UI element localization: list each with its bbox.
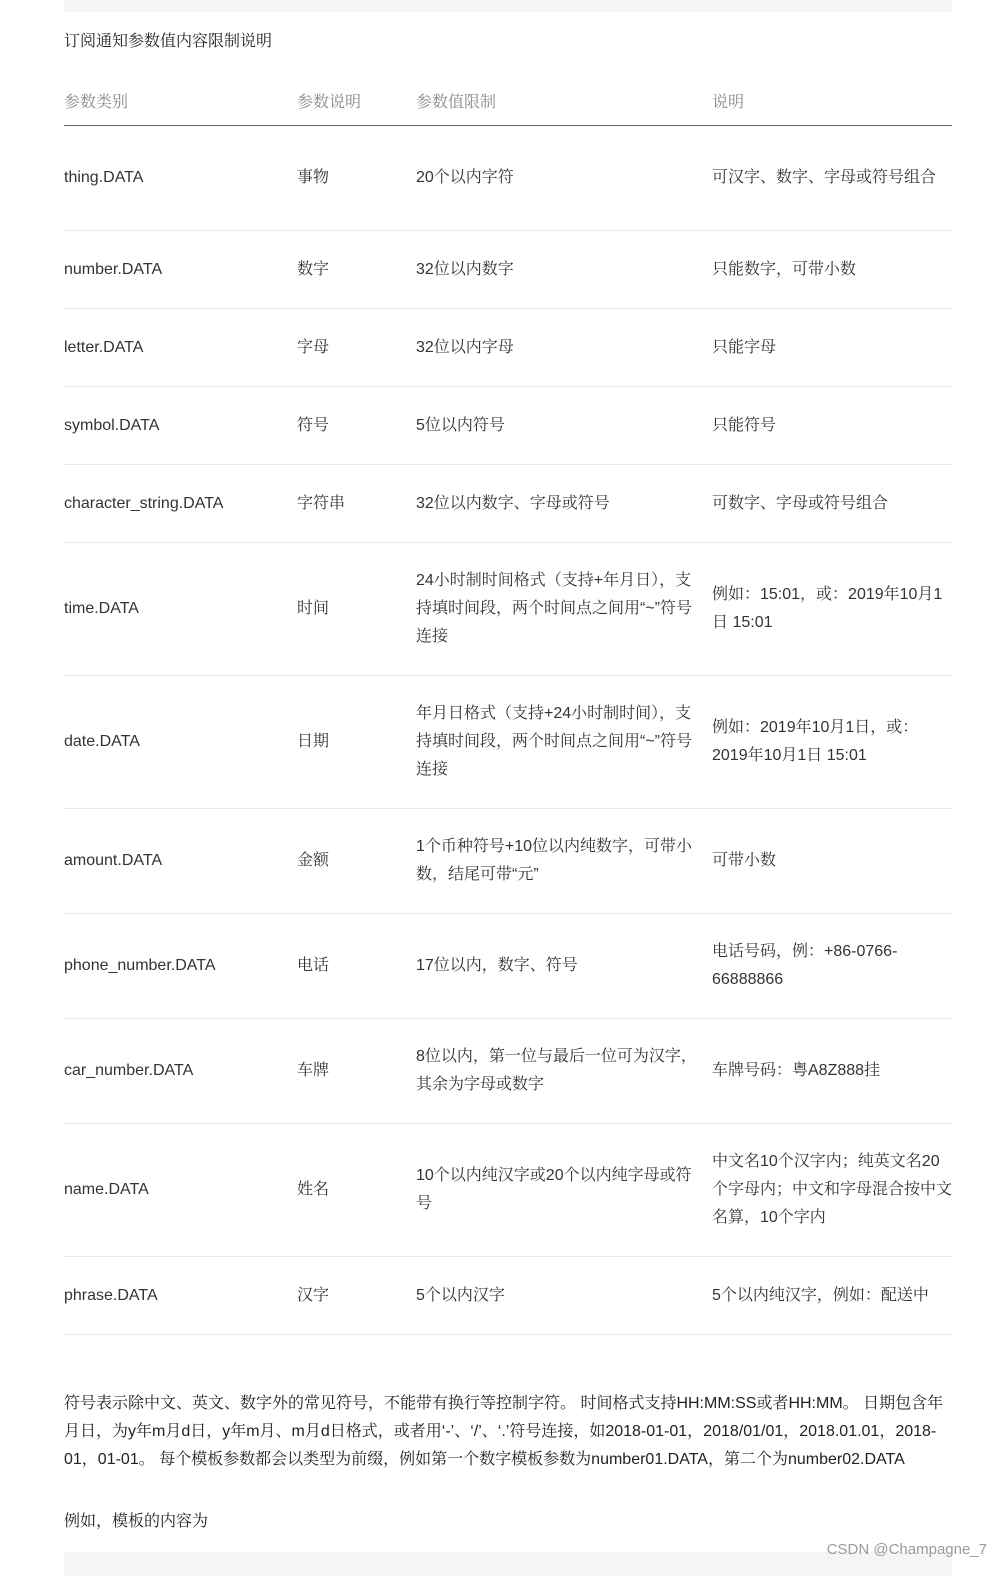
cell-limit: 年月日格式（支持+24小时制时间），支持填时间段，两个时间点之间用“~”符号连接 <box>416 676 712 809</box>
cell-limit: 5个以内汉字 <box>416 1257 712 1335</box>
format-notes-paragraph: 符号表示除中文、英文、数字外的常见符号，不能带有换行等控制字符。 时间格式支持HH:MM:SS或者HH:MM。 日期包含年月日，为y年m月d日，y年m月、m月d日格式，或者用‘-’、‘/’、‘.’符号连接，如2018-01-01，2018/01/01，2018.01.01，2018-01，01-01。 每个模板参数都会以类型为前缀，例如第一个数字模板参数为number01.DATA，第二个为number02.DATA <box>64 1395 944 1468</box>
table-caption: 订阅通知参数值内容限制说明 <box>64 33 273 50</box>
table-row <box>64 387 952 465</box>
cell-desc: 字母 <box>297 309 416 387</box>
cell-note: 只能字母 <box>712 309 952 387</box>
cell-limit: 10个以内纯汉字或20个以内纯字母或符号 <box>416 1124 712 1257</box>
header-param-desc: 参数说明 <box>297 76 416 126</box>
cell-desc: 字符串 <box>297 465 416 543</box>
cell-note: 车牌号码：粤A8Z888挂 <box>712 1019 952 1124</box>
table-row <box>64 231 952 309</box>
cell-type: phone_number.DATA <box>64 914 297 1019</box>
cell-limit: 32位以内字母 <box>416 309 712 387</box>
cell-type: date.DATA <box>64 676 297 809</box>
cell-desc: 事物 <box>297 126 416 231</box>
cell-desc: 汉字 <box>297 1257 416 1335</box>
table-row <box>64 809 952 914</box>
cell-note: 中文名10个汉字内；纯英文名20个字母内；中文和字母混合按中文名算，10个字内 <box>712 1124 952 1257</box>
cell-limit: 8位以内，第一位与最后一位可为汉字，其余为字母或数字 <box>416 1019 712 1124</box>
cell-note: 可汉字、数字、字母或符号组合 <box>712 126 952 231</box>
example-intro: 例如，模板的内容为 <box>64 1513 209 1530</box>
cell-type: thing.DATA <box>64 126 297 231</box>
table-row <box>64 465 952 543</box>
cell-desc: 车牌 <box>297 1019 416 1124</box>
table-row <box>64 126 952 231</box>
header-param-type: 参数类别 <box>64 76 297 126</box>
cell-limit: 17位以内，数字、符号 <box>416 914 712 1019</box>
cell-desc: 时间 <box>297 543 416 676</box>
cell-note: 电话号码，例：+86-0766-66888866 <box>712 914 952 1019</box>
cell-note: 例如：2019年10月1日，或：2019年10月1日 15:01 <box>712 676 952 809</box>
cell-limit: 32位以内数字、字母或符号 <box>416 465 712 543</box>
cell-type: symbol.DATA <box>64 387 297 465</box>
cell-limit: 32位以内数字 <box>416 231 712 309</box>
cell-desc: 数字 <box>297 231 416 309</box>
table-row <box>64 1019 952 1124</box>
cell-desc: 姓名 <box>297 1124 416 1257</box>
table-row <box>64 914 952 1019</box>
cell-type: character_string.DATA <box>64 465 297 543</box>
table-row <box>64 543 952 676</box>
cell-note: 可数字、字母或符号组合 <box>712 465 952 543</box>
cell-note: 只能符号 <box>712 387 952 465</box>
cell-desc: 符号 <box>297 387 416 465</box>
code-block-bottom-edge <box>64 0 952 12</box>
cell-note: 只能数字，可带小数 <box>712 231 952 309</box>
cell-note: 例如：15:01，或：2019年10月1日 15:01 <box>712 543 952 676</box>
cell-note: 可带小数 <box>712 809 952 914</box>
header-value-limit: 参数值限制 <box>416 76 712 126</box>
cell-type: name.DATA <box>64 1124 297 1257</box>
csdn-watermark: CSDN @Champagne_7 <box>826 1541 987 1558</box>
cell-type: phrase.DATA <box>64 1257 297 1335</box>
cell-type: car_number.DATA <box>64 1019 297 1124</box>
cell-limit: 1个币种符号+10位以内纯数字，可带小数，结尾可带“元” <box>416 809 712 914</box>
table-row <box>64 1124 952 1257</box>
cell-type: letter.DATA <box>64 309 297 387</box>
cell-type: time.DATA <box>64 543 297 676</box>
cell-limit: 20个以内字符 <box>416 126 712 231</box>
table-header-row <box>64 76 952 126</box>
cell-limit: 5位以内符号 <box>416 387 712 465</box>
cell-note: 5个以内纯汉字，例如：配送中 <box>712 1257 952 1335</box>
cell-limit: 24小时制时间格式（支持+年月日），支持填时间段，两个时间点之间用“~”符号连接 <box>416 543 712 676</box>
cell-type: number.DATA <box>64 231 297 309</box>
table-row <box>64 676 952 809</box>
cell-desc: 日期 <box>297 676 416 809</box>
parameter-limits-table <box>64 76 952 1335</box>
cell-desc: 电话 <box>297 914 416 1019</box>
header-note: 说明 <box>712 76 952 126</box>
cell-desc: 金额 <box>297 809 416 914</box>
code-block-top-edge <box>64 1552 952 1576</box>
table-row <box>64 309 952 387</box>
table-row <box>64 1257 952 1335</box>
cell-type: amount.DATA <box>64 809 297 914</box>
